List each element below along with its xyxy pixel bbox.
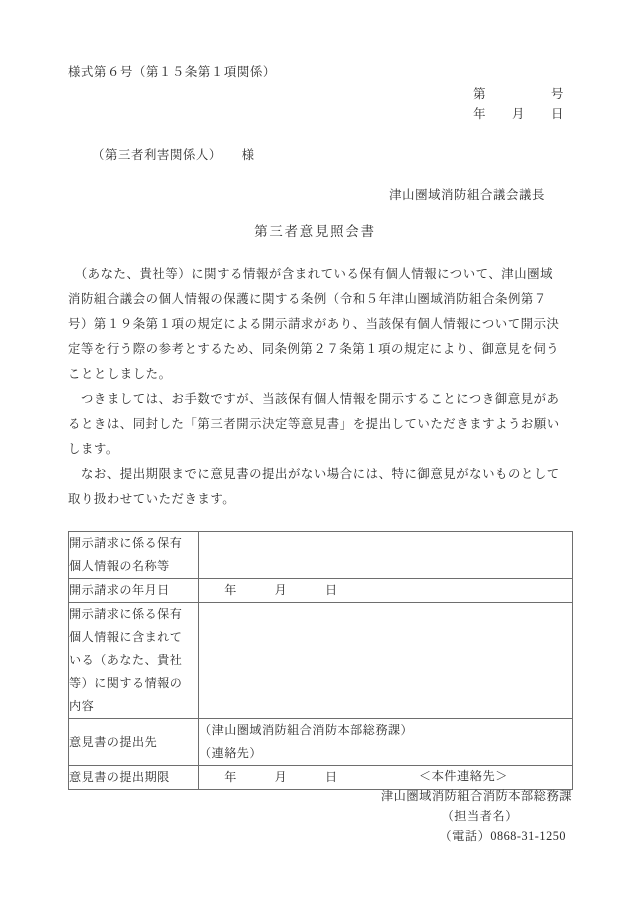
form-table: [68, 531, 573, 790]
label-line: 開示請求に係る保有: [69, 536, 183, 550]
paragraph-1-line: 消防組合議会の個人情報の保護に関する条例（令和５年津山圏域消防組合条例第７: [68, 292, 547, 306]
label-line: 内容: [69, 699, 95, 713]
paragraph-1-line: 号）第１９条第１項の規定による開示請求があり、当該保有個人情報について開示決: [68, 317, 560, 331]
label-line: 個人情報の名称等: [69, 559, 170, 573]
contact-person-in-charge: （担当者名）: [441, 809, 518, 823]
contact-organization: 津山圏域消防組合消防本部総務課: [380, 789, 572, 803]
destination-office-line: （津山圏域消防組合消防本部総務課）: [199, 723, 414, 737]
form-number: 様式第６号（第１５条第１項関係）: [68, 65, 276, 79]
table-row: [69, 719, 573, 766]
paragraph-1-line: 定等を行う際の参考とするため、同条例第２７条第１項の規定により、御意見を伺う: [68, 342, 560, 356]
paragraph-1: [68, 262, 572, 387]
table-row: [69, 603, 573, 719]
label-line: 開示請求に係る保有: [69, 607, 183, 621]
contact-heading: ＜本件連絡先＞: [418, 769, 508, 783]
label-line: 意見書の提出期限: [69, 770, 170, 784]
paragraph-3: [68, 462, 572, 512]
body-text: [68, 262, 572, 512]
sender-title: 津山圏域消防組合議会議長: [389, 188, 545, 202]
label-line: 意見書の提出先: [69, 734, 158, 749]
paragraph-3-line: 取り扱わせていただきます。: [68, 492, 236, 506]
date-placeholder-line: 年 月 日: [199, 770, 338, 784]
date-placeholder-line: 年 月 日: [199, 583, 338, 597]
addressee: （第三者利害関係人） 様: [92, 148, 255, 162]
row-label-disclosure-name: [69, 532, 199, 579]
paragraph-2-line: します。: [68, 442, 119, 456]
table-row: [69, 579, 573, 603]
document-date-line: 年 月 日: [473, 107, 564, 121]
row-label-request-date: [69, 579, 199, 603]
table-row: [69, 532, 573, 579]
form-table-wrapper: [68, 531, 572, 790]
row-label-submission-destination: [69, 719, 199, 766]
paragraph-1-line: （あなた、貴社等）に関する情報が含まれている保有個人情報について、津山圏域: [68, 267, 554, 281]
label-line: 等）に関する情報の: [69, 676, 183, 690]
paragraph-2-line: るときは、同封した「第三者開示決定等意見書」を提出していただきますようお願い: [68, 417, 560, 431]
row-value-information-content[interactable]: [199, 603, 573, 719]
label-line: いる（あなた、貴社: [69, 653, 183, 667]
row-label-information-content: [69, 603, 199, 719]
paragraph-2: [68, 387, 572, 462]
page-title: 第三者意見照会書: [254, 224, 376, 239]
row-value-disclosure-name[interactable]: [199, 532, 573, 579]
paragraph-1-line: こととしました。: [68, 367, 172, 381]
destination-contact-line: （連絡先）: [199, 746, 262, 760]
contact-telephone: （電話）0868-31-1250: [439, 829, 566, 843]
paragraph-2-line: つきましては、お手数ですが、当該保有個人情報を開示することにつき御意見があ: [68, 392, 560, 406]
row-value-submission-destination[interactable]: [199, 719, 573, 766]
document-number-block: [0, 84, 572, 124]
label-line: 個人情報に含まれて: [69, 630, 183, 644]
document-number-line: 第 号: [473, 87, 564, 101]
footer-contact-block: [0, 766, 576, 846]
row-value-request-date[interactable]: [199, 579, 573, 603]
paragraph-3-line: なお、提出期限までに意見書の提出がない場合には、特に御意見がないものとして: [68, 467, 560, 481]
label-line: 開示請求の年月日: [69, 583, 170, 597]
